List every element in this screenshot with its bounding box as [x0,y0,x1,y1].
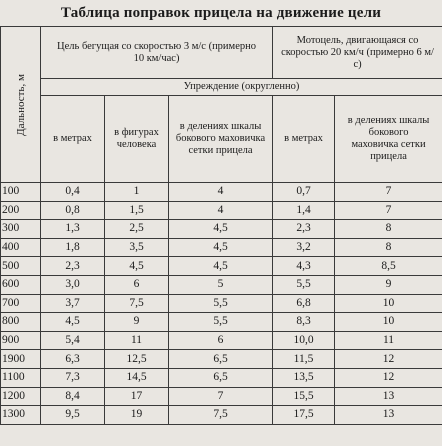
runner-divisions-cell: 6,5 [169,368,273,387]
table-row [1,257,442,276]
moto-meters-cell: 2,3 [273,220,335,239]
moto-target-header: Мотоцель, двигающаяся со скоростью 20 км/ч (примерно 6 м/с) [273,27,442,79]
runner-figures-cell: 17 [105,387,169,406]
runner-divisions-cell: 7 [169,387,273,406]
table-row [1,183,442,202]
table-row [1,238,442,257]
divisions2-header: в делениях шкалы бокового маховичка сетки прицела [335,96,442,183]
runner-figures-cell: 1 [105,183,169,202]
runner-meters-cell: 7,3 [41,368,105,387]
table-title: Таблица поправок прицела на движение цели [60,5,382,21]
table-row [1,294,442,313]
runner-figures-cell: 14,5 [105,368,169,387]
runner-meters-cell: 6,3 [41,350,105,369]
runner-figures-cell: 2,5 [105,220,169,239]
runner-figures-cell: 7,5 [105,294,169,313]
runner-figures-cell: 1,5 [105,201,169,220]
moto-meters-cell: 3,2 [273,238,335,257]
table-body [1,183,442,425]
runner-meters-cell: 9,5 [41,406,105,425]
runner-figures-cell: 3,5 [105,238,169,257]
distance-cell: 1300 [1,406,41,425]
lead-header: Упреждение (округленно) [41,79,442,96]
runner-divisions-cell: 4,5 [169,257,273,276]
runner-divisions-cell: 4 [169,183,273,202]
distance-cell: 700 [1,294,41,313]
runner-figures-cell: 4,5 [105,257,169,276]
meters2-header: в метрах [273,96,335,183]
distance-cell: 300 [1,220,41,239]
runner-meters-cell: 1,8 [41,238,105,257]
runner-meters-cell: 3,0 [41,275,105,294]
moto-divisions-cell: 7 [335,201,442,220]
runner-meters-cell: 4,5 [41,313,105,332]
runner-meters-cell: 0,8 [41,201,105,220]
moto-meters-cell: 13,5 [273,368,335,387]
distance-cell: 600 [1,275,41,294]
moto-divisions-cell: 13 [335,387,442,406]
moto-divisions-cell: 12 [335,350,442,369]
distance-cell: 1900 [1,350,41,369]
moto-divisions-cell: 12 [335,368,442,387]
moto-meters-cell: 10,0 [273,331,335,350]
runner-meters-cell: 1,3 [41,220,105,239]
runner-meters-cell: 2,3 [41,257,105,276]
moto-divisions-cell: 8,5 [335,257,442,276]
table-row [1,331,442,350]
runner-meters-cell: 8,4 [41,387,105,406]
table-row [1,368,442,387]
table-row [1,350,442,369]
runner-divisions-cell: 7,5 [169,406,273,425]
runner-figures-cell: 12,5 [105,350,169,369]
runner-meters-cell: 5,4 [41,331,105,350]
moto-meters-cell: 17,5 [273,406,335,425]
moto-meters-cell: 5,5 [273,275,335,294]
distance-cell: 1100 [1,368,41,387]
runner-divisions-cell: 4,5 [169,220,273,239]
table-row [1,387,442,406]
runner-divisions-cell: 5 [169,275,273,294]
distance-cell: 500 [1,257,41,276]
distance-cell: 800 [1,313,41,332]
moto-divisions-cell: 11 [335,331,442,350]
meters-header: в метрах [41,96,105,183]
distance-cell: 900 [1,331,41,350]
moto-divisions-cell: 9 [335,275,442,294]
divisions-header: в делениях шкалы бокового маховичка сетки прицела [169,96,273,183]
runner-divisions-cell: 4,5 [169,238,273,257]
runner-figures-cell: 9 [105,313,169,332]
runner-meters-cell: 0,4 [41,183,105,202]
moto-divisions-cell: 10 [335,294,442,313]
runner-divisions-cell: 5,5 [169,294,273,313]
distance-header: Дальность, м [1,27,41,183]
distance-cell: 100 [1,183,41,202]
moto-meters-cell: 1,4 [273,201,335,220]
runner-figures-cell: 19 [105,406,169,425]
distance-cell: 400 [1,238,41,257]
figures-header: в фигурах человека [105,96,169,183]
moto-divisions-cell: 13 [335,406,442,425]
moto-meters-cell: 8,3 [273,313,335,332]
moto-meters-cell: 0,7 [273,183,335,202]
correction-table [0,26,442,425]
moto-divisions-cell: 8 [335,238,442,257]
moto-meters-cell: 15,5 [273,387,335,406]
runner-figures-cell: 11 [105,331,169,350]
table-row [1,406,442,425]
moto-divisions-cell: 7 [335,183,442,202]
runner-divisions-cell: 5,5 [169,313,273,332]
moto-meters-cell: 4,3 [273,257,335,276]
runner-divisions-cell: 6,5 [169,350,273,369]
runner-divisions-cell: 6 [169,331,273,350]
runner-meters-cell: 3,7 [41,294,105,313]
table-row [1,275,442,294]
distance-cell: 1200 [1,387,41,406]
table-row [1,201,442,220]
distance-cell: 200 [1,201,41,220]
table-row [1,313,442,332]
table-row [1,220,442,239]
runner-figures-cell: 6 [105,275,169,294]
moto-divisions-cell: 8 [335,220,442,239]
runner-target-header: Цель бегущая со скоростью 3 м/с (примерно 10 км/час) [41,27,273,79]
moto-meters-cell: 6,8 [273,294,335,313]
moto-meters-cell: 11,5 [273,350,335,369]
runner-divisions-cell: 4 [169,201,273,220]
moto-divisions-cell: 10 [335,313,442,332]
